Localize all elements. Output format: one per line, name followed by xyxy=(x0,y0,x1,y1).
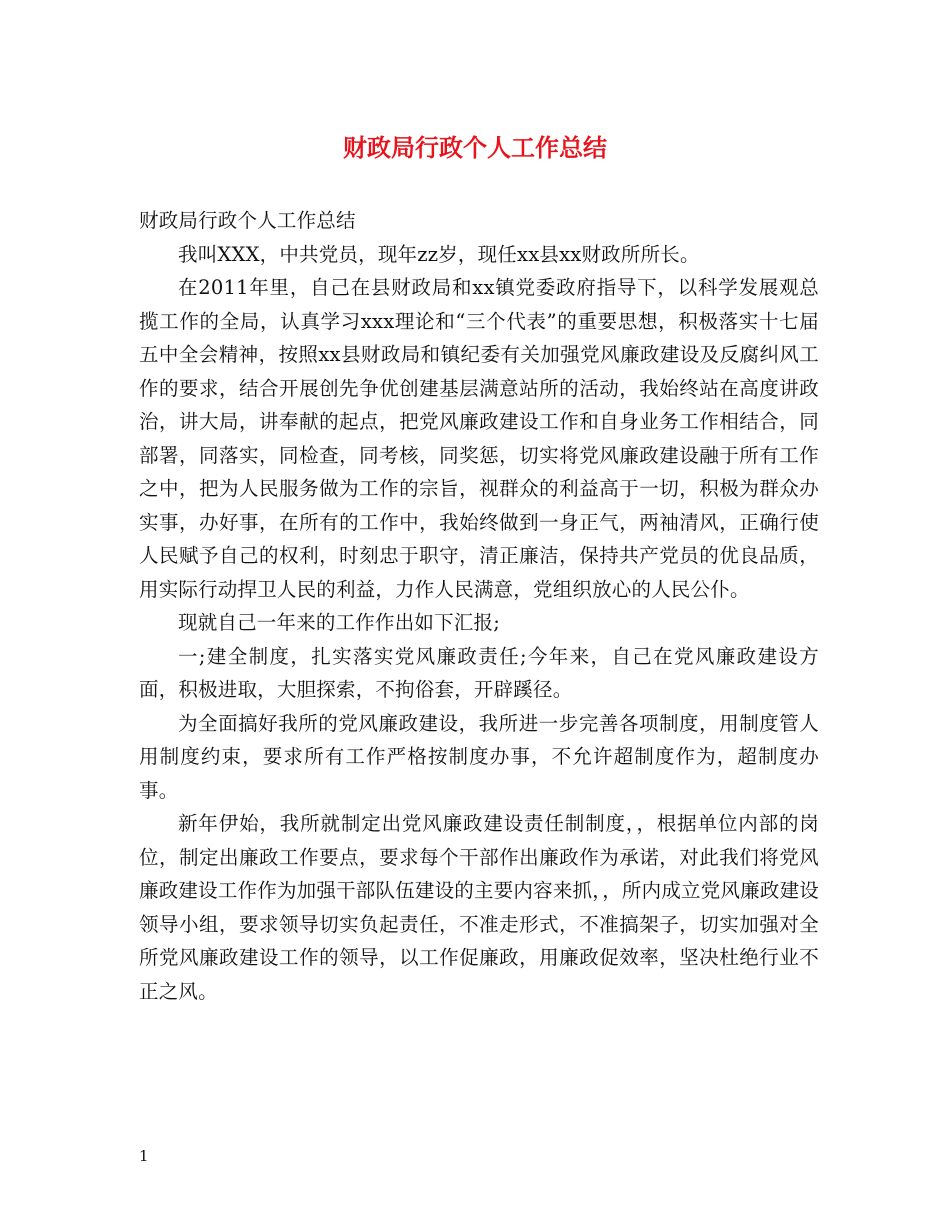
report-lead-paragraph: 现就自己一年来的工作作出如下汇报; xyxy=(178,611,500,634)
document-body xyxy=(139,204,819,1008)
body-heading-paragraph: 财政局行政个人工作总结 xyxy=(139,209,356,232)
summary-paragraph: 在2011年里，自己在县财政局和xx镇党委政府指导下，以科学发展观总揽工作的全局，认真学习xxx理论和“三个代表”的重要思想，积极落实十七届五中全会精神，按照xx县财政局和镇纪委有关加强党风廉政建设及反腐纠风工作的要求，结合开展创先争优创建基层满意站所的活动，我始终站在高度讲政治，讲大局，讲奉献的起点，把党风廉政建设工作和自身业务工作相结合，同部署，同落实，同检查，同考核，同奖惩，切实将党风廉政建设融于所有工作之中，把为人民服务做为工作的宗旨，视群众的利益高于一切，积极为群众办实事，办好事，在所有的工作中，我始终做到一身正气，两袖清风，正确行使人民赋予自己的权利，时刻忠于职守，清正廉洁，保持共产党员的优良品质，用实际行动捍卫人民的利益，力作人民满意，党组织放心的人民公仆。 xyxy=(139,276,819,601)
new-year-paragraph: 新年伊始，我所就制定出党风廉政建设责任制制度，，根据单位内部的岗位，制定出廉政工作要点，要求每个干部作出廉政作为承诺，对此我们将党风廉政建设工作作为加强干部队伍建设的主要内容来抓，，所内成立党风廉政建设领导小组，要求领导切实负起责任，不准走形式，不准搞架子，切实加强对全所党风廉政建设工作的领导，以工作促廉政，用廉政促效率，坚决杜绝行业不正之风。 xyxy=(139,812,819,1003)
intro-paragraph: 我叫XXX，中共党员，现年zz岁，现任xx县xx财政所所长。 xyxy=(178,242,700,266)
system-paragraph: 为全面搞好我所的党风廉政建设，我所进一步完善各项制度，用制度管人用制度约束，要求所有工作严格按制度办事，不允许超制度作为，超制度办事。 xyxy=(139,711,819,802)
document-title: 财政局行政个人工作总结 xyxy=(343,134,607,162)
section-one-paragraph: 一;建全制度，扎实落实党风廉政责任;今年来，自己在党风廉政建设方面，积极进取，大胆探索，不拘俗套，开辟蹊径。 xyxy=(139,644,819,701)
page-number: 1 xyxy=(139,1147,149,1165)
